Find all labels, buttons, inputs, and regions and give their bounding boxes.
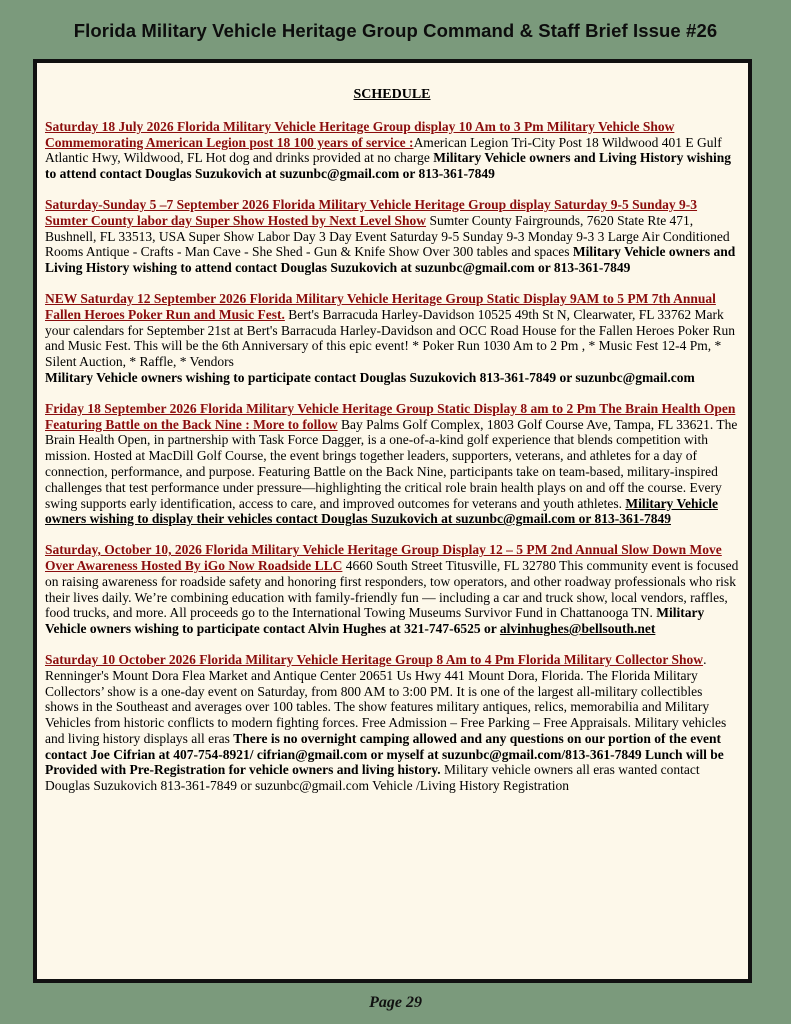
event-entry [45, 197, 739, 276]
event-headline: Saturday 18 July 2026 Florida Military Vehicle Heritage Group display 10 Am to 3 Pm Military Vehicle Show Commemorating American Legion post 18 100 years of service : [45, 118, 675, 150]
schedule-panel [33, 59, 752, 983]
event-headline: Friday 18 September 2026 Florida Military Vehicle Heritage Group Static Display 8 am to 2 Pm The Brain Health Open Featuring Battle on the Back Nine : More to follow [45, 400, 736, 432]
event-entry [45, 542, 739, 637]
event-entry [45, 291, 739, 386]
event-entry [45, 119, 739, 182]
event-body: Bay Palms Golf Complex, 1803 Golf Course Ave, Tampa, FL 33621. The Brain Health Open, in partnership with Task Force Dagger, is a one-of-a-kind golf experience that blends competition with mission. Hosted at MacDill Golf Course, the event brings together leaders, supporters, veterans, and athletes for a day of connection, performance, and purpose. Featuring Battle on the Back Nine, participants take on team-based, military-inspired challenges that test performance under pressure—highlighting the critical role brain health plays on and off the course. Every swing supports early identification, access to care, and improved outcomes for veterans and youth athletes. [45, 416, 738, 511]
contact-email-link[interactable]: alvinhughes@bellsouth.net [499, 621, 656, 637]
page-header-title: Florida Military Vehicle Heritage Group Command & Staff Brief Issue #26 [73, 20, 718, 41]
event-contact: There is no overnight camping allowed and any questions on our portion of the event contact Joe Cifrian at 407-754-8921/ cifrian@gmail.com or myself at suzunbc@gmail.com/813-361-7849 Lunch will be Provided with Pre-Registration for vehicle owners and living history. [45, 730, 724, 778]
event-entry [45, 401, 739, 527]
event-headline: Saturday-Sunday 5 –7 September 2026 Florida Military Vehicle Heritage Group display Saturday 9-5 Sunday 9-3 Sumter County labor day Super Show Hosted by Next Level Show [45, 196, 698, 228]
event-contact: Military Vehicle owners and Living History wishing to attend contact Douglas Suzukovich at suzunbc@gmail.com or 813-361-7849 [45, 150, 732, 182]
event-body: . Renninger's Mount Dora Flea Market and Antique Center 20651 Us Hwy 441 Mount Dora, Florida. The Florida Military Collectors’ show is a one-day event on Saturday, from 800 AM to 3:00 PM. It is one of the largest all-military collectibles shows in the Southeast and averages over 100 tables. The show features military antiques, relics, memorabilia and Military Vehicles from historic conflicts to modern fighting forces. Free Admission – Free Parking – Free Appraisals. Military vehicles and living history displays all eras [45, 651, 727, 746]
event-body: Bert's Barracuda Harley-Davidson 10525 49th St N, Clearwater, FL 33762 Mark your calendars for September 21st at Bert's Barracuda Harley-Davidson and OCC Road House for the Fallen Heroes Poker Run and Music Fest. This will be the 6th Anniversary of this epic event! * Poker Run 1030 Am to 2 Pm , * Music Fest 12-4 Pm, * Silent Auction, * Raffle, * Vendors [45, 306, 735, 370]
event-headline: NEW Saturday 12 September 2026 Florida Military Vehicle Heritage Group Static Display 9AM to 5 PM 7th Annual Fallen Heroes Poker Run and Music Fest. [45, 290, 716, 322]
event-body: 4660 South Street Titusville, FL 32780 This community event is focused on raising awareness for roadside safety and honoring first responders, tow operators, and other roadway professionals who risk their lives daily. We’re combining education with family-friendly fun — including a car and truck show, local vendors, raffles, food trucks, and more. All proceeds go to the International Towing Museums Survivor Fund in Chattanooga TN. [45, 557, 739, 621]
event-contact: Military Vehicle owners wishing to display their vehicles contact Douglas Suzukovich at suzunbc@gmail.com or 813-361-7849 [45, 495, 718, 527]
event-headline: Saturday, October 10, 2026 Florida Military Vehicle Heritage Group Display 12 – 5 PM 2nd Annual Slow Down Move Over Awareness Hosted By iGo Now Roadside LLC [45, 542, 722, 573]
page-number: Page 29 [369, 994, 422, 1011]
event-body: American Legion Tri-City Post 18 Wildwood 401 E Gulf Atlantic Hwy, Wildwood, FL Hot dog and drinks provided at no charge [45, 134, 722, 166]
event-contact: Military Vehicle owners wishing to participate contact Douglas Suzukovich 813-361-7849 or suzunbc@gmail.com [45, 369, 695, 385]
event-closing: Military vehicle owners all eras wanted contact Douglas Suzukovich 813-361-7849 or suzunbc@gmail.com Vehicle /Living History Registration [45, 762, 700, 794]
schedule-heading: SCHEDULE [353, 87, 431, 102]
event-body: Sumter County Fairgrounds, 7620 State Rte 471, Bushnell, FL 33513, USA Super Show Labor Day 3 Day Event Saturday 9-5 Sunday 9-3 Monday 9-3 3 Large Air Conditioned Rooms Antique - Crafts - Man Cave - She Shed - Gun & Knife Show Over 300 tables and spaces [45, 212, 730, 260]
event-contact: Military Vehicle owners wishing to participate contact Alvin Hughes at 321-747-6525 or [45, 605, 705, 637]
event-headline: Saturday 10 October 2026 Florida Military Vehicle Heritage Group 8 Am to 4 Pm Florida Military Collector Show [45, 651, 704, 667]
event-entry [45, 652, 739, 794]
event-contact: Military Vehicle owners and Living History wishing to attend contact Douglas Suzukovich at suzunbc@gmail.com or 813-361-7849 [45, 244, 736, 276]
